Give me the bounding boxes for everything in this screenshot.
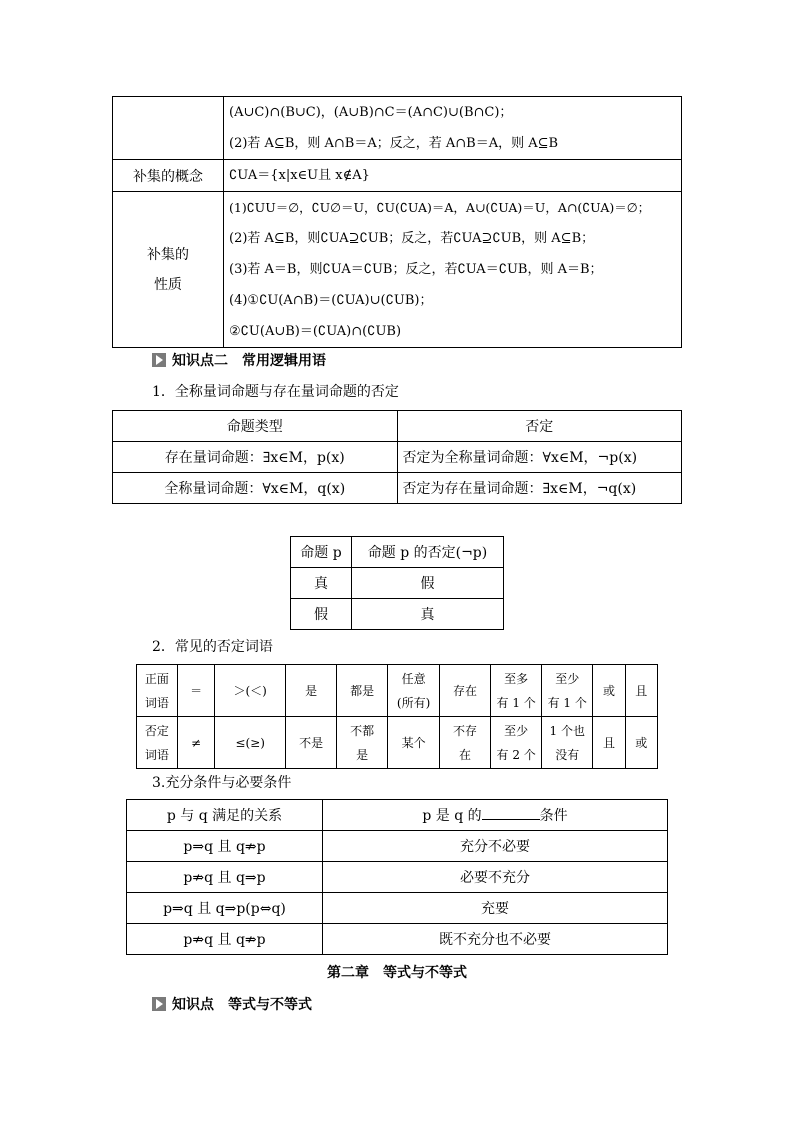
subheading-quantifier-negation: 1．全称量词命题与存在量词命题的否定 [152,384,399,400]
table-cell [491,717,542,769]
table-header [323,800,668,831]
table-cell [388,665,440,717]
section-heading-logic [152,350,326,370]
complement-property-label-line: 性质 [154,276,182,293]
table-cell: 必要不充分 [323,862,668,893]
cell-line: ≤(≥) [235,735,265,750]
cell-line: 有 1 个 [496,695,536,710]
table-cell: 否定为存在量词命题：∃x∈M，¬q(x) [397,473,682,504]
play-triangle-icon [152,353,166,367]
table-cell: 真 [291,568,352,599]
complement-concept-formula: ∁UA＝{x|x∈U且 x∉A} [229,168,370,183]
table-cell: 否定为全称量词命题：∀x∈M，¬p(x) [397,442,682,473]
subheading-negation-words: 2．常见的否定词语 [152,639,273,655]
table-cell: 充分不必要 [323,831,668,862]
table-row [127,924,668,955]
cell-line: 有 1 个 [547,695,587,710]
table-cell [137,717,178,769]
cell-line: 正面 [144,671,169,686]
table1-row1-line: (2)若 A⊆B，则 A∩B＝A；反之，若 A∩B＝A，则 A⊆B [229,136,559,151]
table-header: 命题类型 [113,411,398,442]
cell-line: 或 [635,735,648,750]
table-cell: p⇏q 且 q⇏p [127,924,323,955]
table-header: 命题 p 的否定(¬p) [352,537,504,568]
cell-line: 存在 [453,683,478,698]
table-cell [542,665,593,717]
table-cell [286,665,337,717]
complement-property-line: (4)①∁U(A∩B)＝(∁UA)∪(∁UB)； [229,293,433,308]
cell-line: 词语 [144,695,169,710]
cell-line: 不都 [350,723,375,738]
header-text: p 是 q 的 [422,808,482,824]
set-complement-table [112,96,682,348]
cell-line: 词语 [144,747,169,762]
header-text: 条件 [539,808,568,824]
table-row [291,568,504,599]
table-cell [337,665,388,717]
cell-line: 没有 [555,747,580,762]
cell-line: 在 [459,747,472,762]
cell-line: 有 2 个 [496,747,536,762]
table-cell [440,717,491,769]
complement-property-line: (1)∁UU＝∅，∁U∅＝U，∁U(∁UA)＝A，A∪(∁UA)＝U，A∩(∁UA)＝∅； [229,200,651,215]
table-row [291,599,504,630]
table-header: p 与 q 满足的关系 [127,800,323,831]
cell-line: (所有) [396,695,431,710]
table-header: 命题 p [291,537,352,568]
table-cell [440,665,491,717]
negation-words-table [136,664,658,769]
table-cell [177,665,214,717]
chapter-title: 第二章 等式与不等式 [327,965,467,981]
play-triangle-icon [152,997,166,1011]
section-title: 知识点二 常用逻辑用语 [172,353,326,369]
table-cell [337,717,388,769]
sufficient-necessary-table [126,799,668,955]
complement-property-line: (2)若 A⊆B，则∁UA⊇∁UB；反之，若∁UA⊇∁UB，则 A⊆B； [229,231,595,246]
complement-property-line: ②∁U(A∪B)＝(∁UA)∩(∁UB) [229,324,402,339]
table-cell [593,665,625,717]
cell-line: 是 [356,747,369,762]
table-row [137,665,658,717]
table1-row1-content [224,97,682,160]
table-cell [542,717,593,769]
complement-property-label-line: 补集的 [147,246,189,263]
table-cell [215,665,286,717]
cell-line: 1 个也 [549,723,585,738]
table-cell: 充要 [323,893,668,924]
table-cell: 真 [352,599,504,630]
quantifier-negation-table [112,410,682,504]
cell-line: 或 [602,683,615,698]
complement-property-label [113,192,224,348]
table-cell: 全称量词命题：∀x∈M，q(x) [113,473,398,504]
table-cell [625,665,657,717]
cell-line: 至多 [504,671,529,686]
table-cell [286,717,337,769]
table-row [113,473,682,504]
complement-concept-label: 补集的概念 [113,160,224,192]
table-row [113,442,682,473]
subheading-sufficient-necessary: 3.充分条件与必要条件 [152,775,292,791]
cell-line: 是 [305,683,318,698]
complement-concept-content [224,160,682,192]
cell-line: 至少 [504,723,529,738]
fill-blank [482,807,540,820]
table-cell: 存在量词命题：∃x∈M，p(x) [113,442,398,473]
table-cell [177,717,214,769]
cell-line: 不存 [453,723,478,738]
cell-line: 不是 [299,735,324,750]
table-cell: 假 [291,599,352,630]
cell-line: ≠ [191,735,202,750]
table-cell: p⇒q 且 q⇒p(p⇔q) [127,893,323,924]
section-title: 知识点 等式与不等式 [172,997,312,1013]
table-cell [215,717,286,769]
table-row [127,831,668,862]
table-row [137,717,658,769]
table-cell: p⇏q 且 q⇒p [127,862,323,893]
cell-line: 至少 [555,671,580,686]
cell-line: 且 [602,735,615,750]
table-cell: 假 [352,568,504,599]
cell-line: 否定 [144,723,169,738]
cell-line: 任意 [401,671,426,686]
cell-line: 都是 [350,683,375,698]
cell-line: 某个 [401,735,426,750]
section-heading-equality [152,994,312,1014]
table-cell [625,717,657,769]
table1-row1-line: (A∪C)∩(B∪C)，(A∪B)∩C＝(A∩C)∪(B∩C)； [229,105,513,120]
proposition-truth-table [290,536,504,630]
table-cell: 既不充分也不必要 [323,924,668,955]
cell-line: ＞(＜) [233,683,267,698]
table-cell [491,665,542,717]
complement-property-line: (3)若 A＝B，则∁UA＝∁UB；反之，若∁UA＝∁UB，则 A＝B； [229,262,603,277]
table-header: 否定 [397,411,682,442]
table-row [127,893,668,924]
complement-property-content [224,192,682,348]
table-cell [137,665,178,717]
table-cell [388,717,440,769]
table-row [127,862,668,893]
cell-line: 且 [635,683,648,698]
cell-line: ＝ [190,683,203,698]
table1-row1-header [113,97,224,160]
table-cell: p⇒q 且 q⇏p [127,831,323,862]
table-cell [593,717,625,769]
